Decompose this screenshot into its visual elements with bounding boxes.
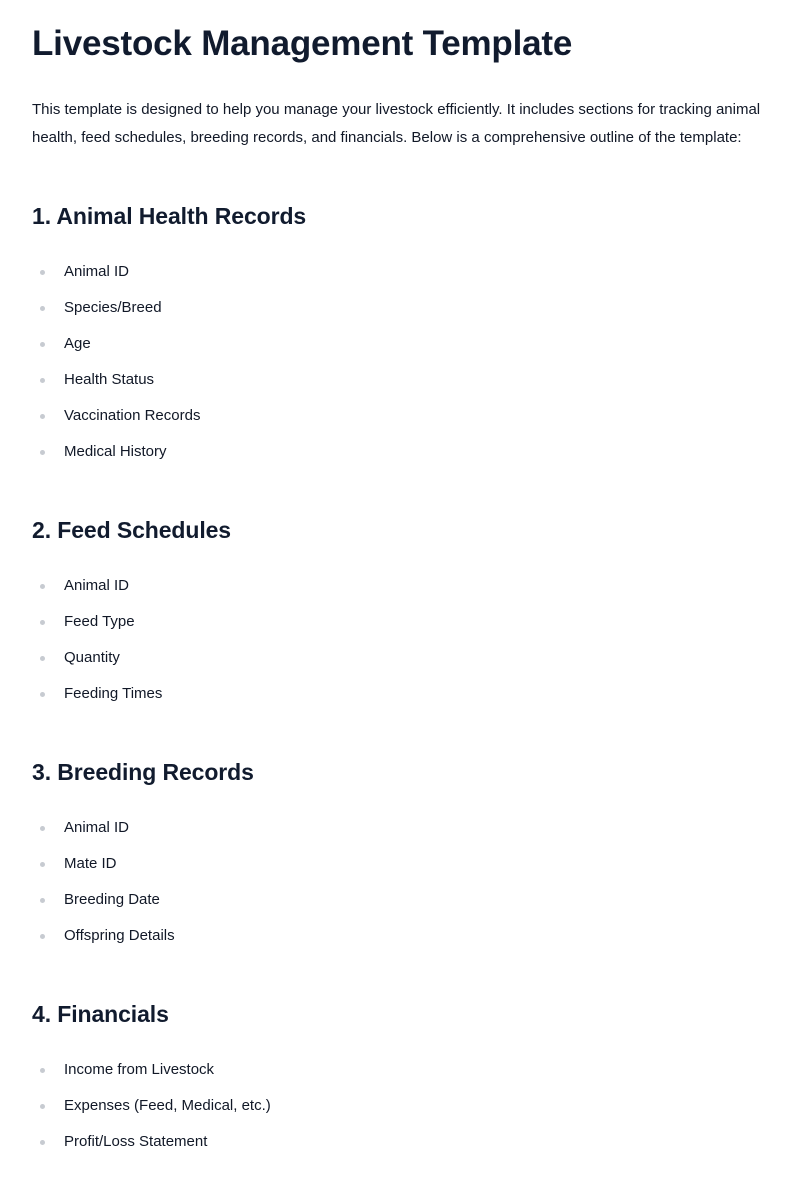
list-item-label: Mate ID <box>64 855 117 872</box>
bullet-icon <box>40 862 45 867</box>
bullet-icon <box>40 934 45 939</box>
list-item <box>32 254 768 290</box>
list-item <box>32 1088 768 1124</box>
field-list <box>32 1052 768 1160</box>
section-animal-health-records <box>32 200 768 470</box>
list-item-label: Medical History <box>64 443 167 460</box>
list-item-label: Species/Breed <box>64 299 162 316</box>
list-item <box>32 810 768 846</box>
list-item-label: Animal ID <box>64 263 130 280</box>
section-feed-schedules <box>32 514 768 712</box>
list-item-label: Health Status <box>64 371 155 388</box>
list-item <box>32 1052 768 1088</box>
list-item <box>32 398 768 434</box>
list-item-label: Breeding Date <box>64 891 160 908</box>
bullet-icon <box>40 306 45 311</box>
list-item-label: Income from Livestock <box>64 1061 215 1078</box>
bullet-icon <box>40 378 45 383</box>
list-item <box>32 568 768 604</box>
list-item <box>32 290 768 326</box>
bullet-icon <box>40 450 45 455</box>
list-item-label: Quantity <box>64 649 120 666</box>
bullet-icon <box>40 270 45 275</box>
bullet-icon <box>40 656 45 661</box>
bullet-icon <box>40 620 45 625</box>
section-heading: 1. Animal Health Records <box>32 203 307 229</box>
list-item-label: Profit/Loss Statement <box>64 1133 208 1150</box>
bullet-icon <box>40 1140 45 1145</box>
field-list <box>32 254 768 470</box>
list-item <box>32 918 768 954</box>
list-item <box>32 362 768 398</box>
list-item <box>32 604 768 640</box>
bullet-icon <box>40 342 45 347</box>
field-list <box>32 568 768 712</box>
list-item <box>32 846 768 882</box>
list-item-label: Vaccination Records <box>64 407 201 424</box>
list-item-label: Animal ID <box>64 819 130 836</box>
list-item-label: Feed Type <box>64 613 135 630</box>
list-item-label: Feeding Times <box>64 685 163 702</box>
list-item-label: Animal ID <box>64 577 130 594</box>
bullet-icon <box>40 826 45 831</box>
list-item <box>32 1124 768 1160</box>
bullet-icon <box>40 898 45 903</box>
bullet-icon <box>40 1068 45 1073</box>
field-list <box>32 810 768 954</box>
list-item <box>32 434 768 470</box>
page-title: Livestock Management Template <box>32 24 573 63</box>
section-heading: 3. Breeding Records <box>32 759 254 785</box>
list-item <box>32 676 768 712</box>
list-item-label: Age <box>64 335 91 352</box>
bullet-icon <box>40 414 45 419</box>
list-item <box>32 882 768 918</box>
list-item-label: Expenses (Feed, Medical, etc.) <box>64 1097 271 1114</box>
bullet-icon <box>40 584 45 589</box>
list-item-label: Offspring Details <box>64 927 175 944</box>
section-heading: 2. Feed Schedules <box>32 517 231 543</box>
list-item <box>32 326 768 362</box>
bullet-icon <box>40 1104 45 1109</box>
bullet-icon <box>40 692 45 697</box>
intro-paragraph: This template is designed to help you manage your livestock efficiently. It includes sections for tracking animal health, feed schedules, breeding records, and financials. Below is a comprehensive outline of the template: <box>32 101 761 146</box>
section-breeding-records <box>32 756 768 954</box>
section-heading: 4. Financials <box>32 1001 169 1027</box>
section-financials <box>32 998 768 1160</box>
list-item <box>32 640 768 676</box>
